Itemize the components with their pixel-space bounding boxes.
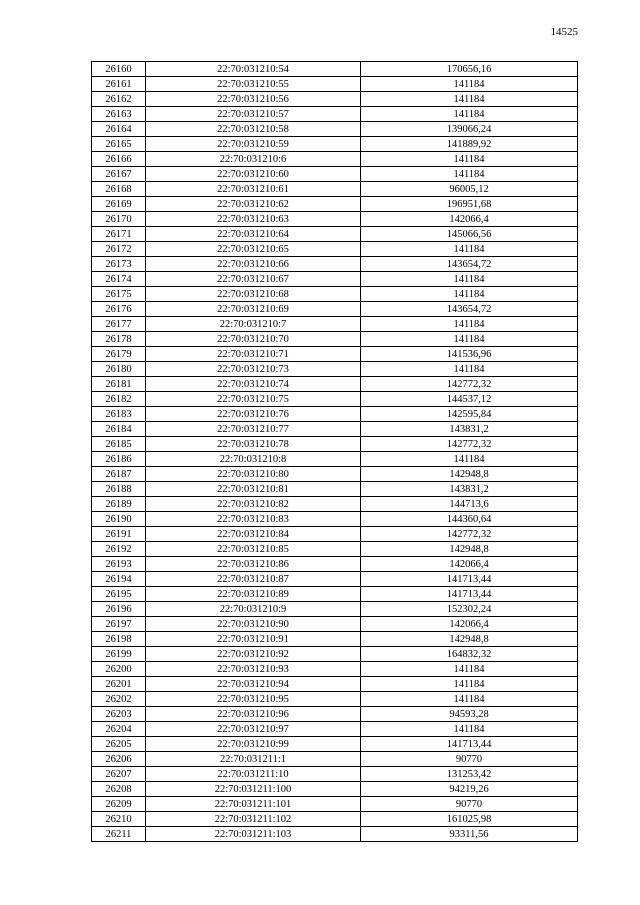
cadastral-number-cell: 22:70:031210:81 xyxy=(146,482,361,497)
value-cell: 142066,4 xyxy=(361,212,578,227)
table-row xyxy=(92,542,578,557)
value-cell: 170656,16 xyxy=(361,62,578,77)
cadastral-number-cell: 22:70:031210:85 xyxy=(146,542,361,557)
row-number-cell: 26165 xyxy=(92,137,146,152)
cadastral-number-cell: 22:70:031210:83 xyxy=(146,512,361,527)
table-row xyxy=(92,362,578,377)
cadastral-number-cell: 22:70:031210:68 xyxy=(146,287,361,302)
row-number-cell: 26189 xyxy=(92,497,146,512)
row-number-cell: 26183 xyxy=(92,407,146,422)
value-cell: 93311,56 xyxy=(361,827,578,842)
table-row xyxy=(92,767,578,782)
table-row xyxy=(92,377,578,392)
table-row xyxy=(92,782,578,797)
row-number-cell: 26185 xyxy=(92,437,146,452)
value-cell: 142772,32 xyxy=(361,377,578,392)
table-row xyxy=(92,677,578,692)
row-number-cell: 26187 xyxy=(92,467,146,482)
value-cell: 142772,32 xyxy=(361,527,578,542)
row-number-cell: 26199 xyxy=(92,647,146,662)
table-row xyxy=(92,152,578,167)
cadastral-number-cell: 22:70:031210:71 xyxy=(146,347,361,362)
cadastral-number-cell: 22:70:031210:60 xyxy=(146,167,361,182)
table-row xyxy=(92,197,578,212)
cadastral-number-cell: 22:70:031210:74 xyxy=(146,377,361,392)
row-number-cell: 26198 xyxy=(92,632,146,647)
cadastral-number-cell: 22:70:031210:73 xyxy=(146,362,361,377)
value-cell: 144360,64 xyxy=(361,512,578,527)
row-number-cell: 26204 xyxy=(92,722,146,737)
value-cell: 141184 xyxy=(361,287,578,302)
table-row xyxy=(92,227,578,242)
row-number-cell: 26173 xyxy=(92,257,146,272)
table-row xyxy=(92,707,578,722)
value-cell: 141713,44 xyxy=(361,572,578,587)
cadastral-number-cell: 22:70:031210:69 xyxy=(146,302,361,317)
cadastral-number-cell: 22:70:031210:82 xyxy=(146,497,361,512)
table-row xyxy=(92,752,578,767)
value-cell: 96005,12 xyxy=(361,182,578,197)
row-number-cell: 26166 xyxy=(92,152,146,167)
table-row xyxy=(92,182,578,197)
row-number-cell: 26170 xyxy=(92,212,146,227)
cadastral-number-cell: 22:70:031211:102 xyxy=(146,812,361,827)
cadastral-number-cell: 22:70:031211:10 xyxy=(146,767,361,782)
row-number-cell: 26171 xyxy=(92,227,146,242)
value-cell: 141184 xyxy=(361,317,578,332)
row-number-cell: 26182 xyxy=(92,392,146,407)
row-number-cell: 26192 xyxy=(92,542,146,557)
row-number-cell: 26202 xyxy=(92,692,146,707)
cadastral-number-cell: 22:70:031210:6 xyxy=(146,152,361,167)
row-number-cell: 26197 xyxy=(92,617,146,632)
table-row xyxy=(92,797,578,812)
value-cell: 141184 xyxy=(361,272,578,287)
value-cell: 143831,2 xyxy=(361,482,578,497)
row-number-cell: 26205 xyxy=(92,737,146,752)
row-number-cell: 26163 xyxy=(92,107,146,122)
cadastral-number-cell: 22:70:031210:94 xyxy=(146,677,361,692)
row-number-cell: 26194 xyxy=(92,572,146,587)
cadastral-number-cell: 22:70:031211:100 xyxy=(146,782,361,797)
value-cell: 90770 xyxy=(361,752,578,767)
table-row xyxy=(92,692,578,707)
value-cell: 141184 xyxy=(361,677,578,692)
row-number-cell: 26179 xyxy=(92,347,146,362)
cadastral-number-cell: 22:70:031210:92 xyxy=(146,647,361,662)
value-cell: 152302,24 xyxy=(361,602,578,617)
value-cell: 196951,68 xyxy=(361,197,578,212)
cadastral-number-cell: 22:70:031210:7 xyxy=(146,317,361,332)
value-cell: 142948,8 xyxy=(361,467,578,482)
table-row xyxy=(92,287,578,302)
table-row xyxy=(92,812,578,827)
table-row xyxy=(92,617,578,632)
value-cell: 141713,44 xyxy=(361,587,578,602)
cadastral-number-cell: 22:70:031210:55 xyxy=(146,77,361,92)
value-cell: 141184 xyxy=(361,167,578,182)
value-cell: 141184 xyxy=(361,362,578,377)
table-row xyxy=(92,497,578,512)
table-row xyxy=(92,212,578,227)
page-number: 14525 xyxy=(550,26,578,38)
cadastral-number-cell: 22:70:031210:80 xyxy=(146,467,361,482)
cadastral-number-cell: 22:70:031210:78 xyxy=(146,437,361,452)
value-cell: 141184 xyxy=(361,332,578,347)
cadastral-value-table xyxy=(91,61,578,842)
table-row xyxy=(92,737,578,752)
value-cell: 141184 xyxy=(361,692,578,707)
row-number-cell: 26176 xyxy=(92,302,146,317)
cadastral-number-cell: 22:70:031210:54 xyxy=(146,62,361,77)
cadastral-number-cell: 22:70:031210:57 xyxy=(146,107,361,122)
cadastral-number-cell: 22:70:031210:63 xyxy=(146,212,361,227)
row-number-cell: 26174 xyxy=(92,272,146,287)
table-row xyxy=(92,602,578,617)
value-cell: 142066,4 xyxy=(361,557,578,572)
value-cell: 142772,32 xyxy=(361,437,578,452)
row-number-cell: 26177 xyxy=(92,317,146,332)
table-row xyxy=(92,422,578,437)
table-row xyxy=(92,662,578,677)
value-cell: 131253,42 xyxy=(361,767,578,782)
cadastral-number-cell: 22:70:031210:58 xyxy=(146,122,361,137)
cadastral-number-cell: 22:70:031210:95 xyxy=(146,692,361,707)
cadastral-number-cell: 22:70:031210:96 xyxy=(146,707,361,722)
table-row xyxy=(92,302,578,317)
row-number-cell: 26169 xyxy=(92,197,146,212)
value-cell: 141184 xyxy=(361,452,578,467)
table-row xyxy=(92,332,578,347)
row-number-cell: 26203 xyxy=(92,707,146,722)
table-row xyxy=(92,257,578,272)
cadastral-number-cell: 22:70:031210:65 xyxy=(146,242,361,257)
cadastral-number-cell: 22:70:031210:59 xyxy=(146,137,361,152)
cadastral-number-cell: 22:70:031210:97 xyxy=(146,722,361,737)
value-cell: 144713,6 xyxy=(361,497,578,512)
table-body xyxy=(92,62,578,842)
row-number-cell: 26178 xyxy=(92,332,146,347)
cadastral-number-cell: 22:70:031210:89 xyxy=(146,587,361,602)
row-number-cell: 26196 xyxy=(92,602,146,617)
table-row xyxy=(92,482,578,497)
table-row xyxy=(92,512,578,527)
table-row xyxy=(92,437,578,452)
value-cell: 141184 xyxy=(361,92,578,107)
cadastral-number-cell: 22:70:031210:93 xyxy=(146,662,361,677)
value-cell: 142948,8 xyxy=(361,542,578,557)
value-cell: 142948,8 xyxy=(361,632,578,647)
value-cell: 141713,44 xyxy=(361,737,578,752)
table-row xyxy=(92,272,578,287)
row-number-cell: 26161 xyxy=(92,77,146,92)
cadastral-number-cell: 22:70:031210:76 xyxy=(146,407,361,422)
value-cell: 144537,12 xyxy=(361,392,578,407)
value-cell: 141184 xyxy=(361,107,578,122)
cadastral-number-cell: 22:70:031210:8 xyxy=(146,452,361,467)
row-number-cell: 26180 xyxy=(92,362,146,377)
table-row xyxy=(92,572,578,587)
table-row xyxy=(92,77,578,92)
value-cell: 142066,4 xyxy=(361,617,578,632)
value-cell: 141889,92 xyxy=(361,137,578,152)
table-row xyxy=(92,62,578,77)
table-row xyxy=(92,407,578,422)
row-number-cell: 26193 xyxy=(92,557,146,572)
table-row xyxy=(92,167,578,182)
value-cell: 164832,32 xyxy=(361,647,578,662)
row-number-cell: 26190 xyxy=(92,512,146,527)
table-row xyxy=(92,242,578,257)
value-cell: 141184 xyxy=(361,242,578,257)
value-cell: 94593,28 xyxy=(361,707,578,722)
value-cell: 141184 xyxy=(361,722,578,737)
row-number-cell: 26200 xyxy=(92,662,146,677)
cadastral-number-cell: 22:70:031210:90 xyxy=(146,617,361,632)
row-number-cell: 26160 xyxy=(92,62,146,77)
cadastral-number-cell: 22:70:031211:101 xyxy=(146,797,361,812)
table-row xyxy=(92,122,578,137)
cadastral-number-cell: 22:70:031210:84 xyxy=(146,527,361,542)
cadastral-number-cell: 22:70:031210:9 xyxy=(146,602,361,617)
row-number-cell: 26167 xyxy=(92,167,146,182)
row-number-cell: 26207 xyxy=(92,767,146,782)
value-cell: 161025,98 xyxy=(361,812,578,827)
row-number-cell: 26209 xyxy=(92,797,146,812)
cadastral-number-cell: 22:70:031211:1 xyxy=(146,752,361,767)
value-cell: 141184 xyxy=(361,152,578,167)
row-number-cell: 26188 xyxy=(92,482,146,497)
row-number-cell: 26208 xyxy=(92,782,146,797)
value-cell: 141536,96 xyxy=(361,347,578,362)
table-row xyxy=(92,92,578,107)
row-number-cell: 26162 xyxy=(92,92,146,107)
table-row xyxy=(92,527,578,542)
value-cell: 139066,24 xyxy=(361,122,578,137)
table-row xyxy=(92,137,578,152)
cadastral-number-cell: 22:70:031210:62 xyxy=(146,197,361,212)
row-number-cell: 26175 xyxy=(92,287,146,302)
value-cell: 141184 xyxy=(361,77,578,92)
table-row xyxy=(92,827,578,842)
value-cell: 143654,72 xyxy=(361,257,578,272)
row-number-cell: 26206 xyxy=(92,752,146,767)
row-number-cell: 26168 xyxy=(92,182,146,197)
value-cell: 94219,26 xyxy=(361,782,578,797)
table-row xyxy=(92,722,578,737)
table-row xyxy=(92,317,578,332)
row-number-cell: 26191 xyxy=(92,527,146,542)
cadastral-number-cell: 22:70:031210:91 xyxy=(146,632,361,647)
table-row xyxy=(92,392,578,407)
cadastral-number-cell: 22:70:031210:86 xyxy=(146,557,361,572)
table-row xyxy=(92,347,578,362)
cadastral-number-cell: 22:70:031210:77 xyxy=(146,422,361,437)
table-row xyxy=(92,647,578,662)
value-cell: 141184 xyxy=(361,662,578,677)
table-row xyxy=(92,557,578,572)
cadastral-number-cell: 22:70:031210:99 xyxy=(146,737,361,752)
row-number-cell: 26201 xyxy=(92,677,146,692)
cadastral-number-cell: 22:70:031211:103 xyxy=(146,827,361,842)
cadastral-number-cell: 22:70:031210:64 xyxy=(146,227,361,242)
table-row xyxy=(92,107,578,122)
cadastral-number-cell: 22:70:031210:70 xyxy=(146,332,361,347)
value-cell: 90770 xyxy=(361,797,578,812)
table-row xyxy=(92,632,578,647)
row-number-cell: 26181 xyxy=(92,377,146,392)
row-number-cell: 26184 xyxy=(92,422,146,437)
value-cell: 145066,56 xyxy=(361,227,578,242)
cadastral-number-cell: 22:70:031210:75 xyxy=(146,392,361,407)
value-cell: 143654,72 xyxy=(361,302,578,317)
row-number-cell: 26164 xyxy=(92,122,146,137)
cadastral-number-cell: 22:70:031210:56 xyxy=(146,92,361,107)
row-number-cell: 26195 xyxy=(92,587,146,602)
table-row xyxy=(92,467,578,482)
cadastral-number-cell: 22:70:031210:87 xyxy=(146,572,361,587)
row-number-cell: 26186 xyxy=(92,452,146,467)
row-number-cell: 26172 xyxy=(92,242,146,257)
value-cell: 142595,84 xyxy=(361,407,578,422)
table-row xyxy=(92,587,578,602)
row-number-cell: 26211 xyxy=(92,827,146,842)
value-cell: 143831,2 xyxy=(361,422,578,437)
cadastral-number-cell: 22:70:031210:67 xyxy=(146,272,361,287)
table-row xyxy=(92,452,578,467)
cadastral-number-cell: 22:70:031210:61 xyxy=(146,182,361,197)
row-number-cell: 26210 xyxy=(92,812,146,827)
cadastral-number-cell: 22:70:031210:66 xyxy=(146,257,361,272)
